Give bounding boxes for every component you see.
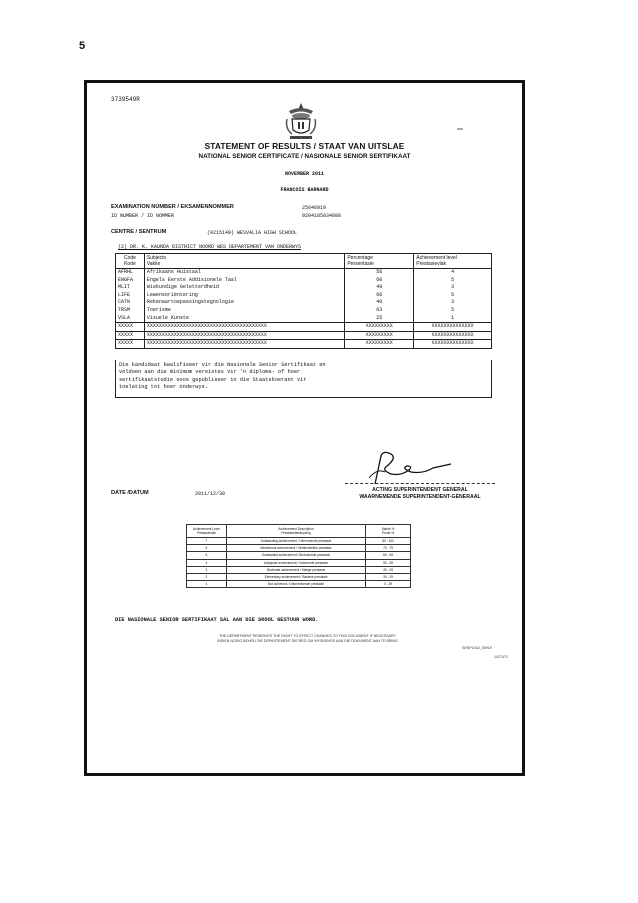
document-id: 3739549R — [111, 96, 140, 103]
page-number: 5 — [79, 40, 86, 52]
legend-level: 1 — [187, 581, 227, 588]
cell-percentage: 63 — [345, 307, 414, 315]
signatory-title-af: WAARNEMENDE SUPERINTENDENT-GENERAAL — [359, 494, 481, 500]
cell-percentage: 56 — [345, 269, 414, 277]
legend-row — [187, 566, 411, 573]
legend-level: 7 — [187, 538, 227, 545]
cell-percentage: XXXXXXXXX — [345, 331, 414, 340]
cell-subject: Wiskundige Geletterdheid — [144, 284, 345, 292]
cell-level: 3 — [414, 284, 492, 292]
subject-row — [116, 307, 492, 315]
legend-marks: 60 - 69 — [366, 552, 411, 559]
subject-row — [116, 292, 492, 300]
legend-marks: 80 - 100 — [366, 538, 411, 545]
cell-level: 1 — [414, 315, 492, 323]
cell-subject: XXXXXXXXXXXXXXXXXXXXXXXXXXXXXXXXXXXXXXXX — [144, 323, 345, 332]
legend-level: 3 — [187, 566, 227, 573]
legend-header-desc: Achievement Description Prestasiebeskrywing — [226, 525, 365, 538]
cell-code: TRSM — [116, 307, 145, 315]
cell-subject: Afrikaans Huistaal — [144, 269, 345, 277]
qualification-line: sertifikaatstudie soos gepubliseer in die Staatskoerant vir — [119, 376, 307, 383]
cell-code: CATN — [116, 299, 145, 307]
legend-desc: Elementary achievement / Basiese prestasie — [226, 574, 365, 581]
legend-marks: 50 - 59 — [366, 559, 411, 566]
legend-row — [187, 538, 411, 545]
legend-row — [187, 574, 411, 581]
legend-marks: 70 - 79 — [366, 545, 411, 552]
id-number-value: 9204185034088 — [302, 213, 342, 219]
legend-marks: 40 - 49 — [366, 566, 411, 573]
legend-desc: Substantial achievement / Beduidende prestasie — [226, 552, 365, 559]
legend-desc: Meritorious achievement / Verdienstelike prestasie — [226, 545, 365, 552]
cell-level: XXXXXXXXXXXXXX — [414, 323, 492, 332]
cell-percentage: 25 — [345, 315, 414, 323]
legend-marks: 0 - 29 — [366, 581, 411, 588]
cell-subject: Rekenaartoepassingstegnologie — [144, 299, 345, 307]
cell-code: MLIT — [116, 284, 145, 292]
qualification-statement — [115, 360, 492, 398]
subject-row — [116, 277, 492, 285]
legend-level: 4 — [187, 559, 227, 566]
cell-code: XXXXX — [116, 331, 145, 340]
date-label: DATE /DATUM — [111, 490, 149, 496]
cell-code: LIFE — [116, 292, 145, 300]
legend-row — [187, 581, 411, 588]
cell-subject: Engels Eerste Addisionele Taal — [144, 277, 345, 285]
document-title: STATEMENT OF RESULTS / STAAT VAN UITSLAE — [204, 141, 405, 151]
cell-subject: Lewensoriëntering — [144, 292, 345, 300]
cell-percentage: XXXXXXXXX — [345, 323, 414, 332]
disclaimer-en: THE DEPARTMENT RESERVES THE RIGHT TO EFFECT CHANGES TO THIS DOCUMENT IF NECESSARY — [219, 634, 396, 638]
cell-level: 4 — [414, 269, 492, 277]
cell-code: XXXXX — [116, 340, 145, 349]
header-percentage: Percentage Persentasie — [345, 254, 414, 269]
signatory-title-en: ACTING SUPERINTENDENT GENERAL — [372, 487, 468, 493]
date-value: 2011/12/30 — [195, 491, 226, 497]
exam-number-label: EXAMINATION NUMBER / EKSAMENNOMMER — [111, 204, 234, 210]
reference-number: 1427471 — [494, 655, 508, 659]
legend-marks: 30 - 39 — [366, 574, 411, 581]
cell-subject: XXXXXXXXXXXXXXXXXXXXXXXXXXXXXXXXXXXXXXXX — [144, 331, 345, 340]
certificate-frame — [84, 80, 525, 776]
id-number-label: ID NUMBER / ID NOMMER — [111, 213, 175, 219]
results-table — [115, 253, 492, 349]
candidate-name: FRANCOIS BARNARD — [280, 187, 329, 193]
legend-level: 2 — [187, 574, 227, 581]
cell-level: XXXXXXXXXXXXXX — [414, 340, 492, 349]
legend-row — [187, 545, 411, 552]
disclaimer-af: INDIEN NODIG BEHOU DIE DEPARTEMENT DIE REG OM WYSIGINGS AAN DIE DOKUMENT AAN TE BRING — [217, 639, 398, 643]
cell-level: XXXXXXXXXXXXXX — [414, 331, 492, 340]
signature-image — [361, 448, 461, 488]
cell-level: 3 — [414, 299, 492, 307]
exam-number-value: 25046919 — [302, 205, 327, 211]
cell-percentage: XXXXXXXXX — [345, 340, 414, 349]
header-level: Achievement level Prestasievlak — [414, 254, 492, 269]
legend-desc: Outstanding achievement / Uitmuntende prestasie — [226, 538, 365, 545]
subject-row — [116, 269, 492, 277]
legend-level: 6 — [187, 545, 227, 552]
cell-code: VSLA — [116, 315, 145, 323]
signatory-title — [345, 487, 495, 501]
coat-of-arms-icon — [283, 101, 319, 141]
district-line: (2) DR. K. KAUNDA DISTRICT NOORD WES DEPARTEMENT VAN ONDERWYS — [118, 244, 302, 250]
results-header-row — [116, 254, 492, 269]
cell-percentage: 60 — [345, 277, 414, 285]
cell-percentage: 49 — [345, 284, 414, 292]
cell-subject: XXXXXXXXXXXXXXXXXXXXXXXXXXXXXXXXXXXXXXXX — [144, 340, 345, 349]
legend-row — [187, 559, 411, 566]
qualification-line: toelating tot hoer onderwys. — [119, 384, 209, 391]
cell-percentage: 40 — [345, 299, 414, 307]
cell-level: 5 — [414, 307, 492, 315]
scan-mark — [457, 128, 463, 130]
subject-row — [116, 299, 492, 307]
cell-percentage: 66 — [345, 292, 414, 300]
cell-level: 5 — [414, 277, 492, 285]
cell-code: AFRHL — [116, 269, 145, 277]
legend-header-marks: Marks % Punte % — [366, 525, 411, 538]
void-row — [116, 331, 492, 340]
legend-desc: Moderate achievement / Matige prestasie — [226, 566, 365, 573]
void-row — [116, 340, 492, 349]
reference-code: SENP1042_00919 — [462, 646, 492, 650]
achievement-legend-table — [186, 524, 411, 588]
cell-level: 5 — [414, 292, 492, 300]
void-row — [116, 323, 492, 332]
cell-subject: Visuele Kunste — [144, 315, 345, 323]
legend-desc: Not achieved / Ontoereikende prestasie — [226, 581, 365, 588]
signature-line — [345, 483, 495, 484]
cell-code: ENGFA — [116, 277, 145, 285]
centre-label: CENTRE / SENTRUM — [111, 229, 167, 235]
centre-value: (9215149) WESVALIA HIGH SCHOOL — [207, 230, 298, 236]
document-subtitle: NATIONAL SENIOR CERTIFICATE / NASIONALE SENIOR SERTIFIKAAT — [198, 153, 411, 160]
cell-subject: Toerisme — [144, 307, 345, 315]
subject-row — [116, 284, 492, 292]
header-subjects: Subjects Vakke — [144, 254, 345, 269]
certificate-notice: DIE NASIONALE SENIOR SERTIFIKAAT SAL AAN DIE SKOOL GESTUUR WORD. — [115, 617, 319, 623]
legend-header-row — [187, 525, 411, 538]
legend-level: 5 — [187, 552, 227, 559]
legend-row — [187, 552, 411, 559]
header-code: Code Kode — [116, 254, 145, 269]
legend-desc: Adequate achievement / Voldoende prestasie — [226, 559, 365, 566]
disclaimer — [87, 634, 528, 644]
qualification-line: Die kandidaat kwalifiseer vir die Nasionale Senior Sertifikaat en — [119, 362, 326, 368]
subject-row — [116, 315, 492, 323]
exam-month: NOVEMBER 2011 — [284, 171, 324, 177]
qualification-line: voldoen aan die minimum vereistes vir 'n diploma- of hoer — [119, 369, 301, 376]
legend-header-level: Achievement Level Prestasievlak — [187, 525, 227, 538]
cell-code: XXXXX — [116, 323, 145, 332]
